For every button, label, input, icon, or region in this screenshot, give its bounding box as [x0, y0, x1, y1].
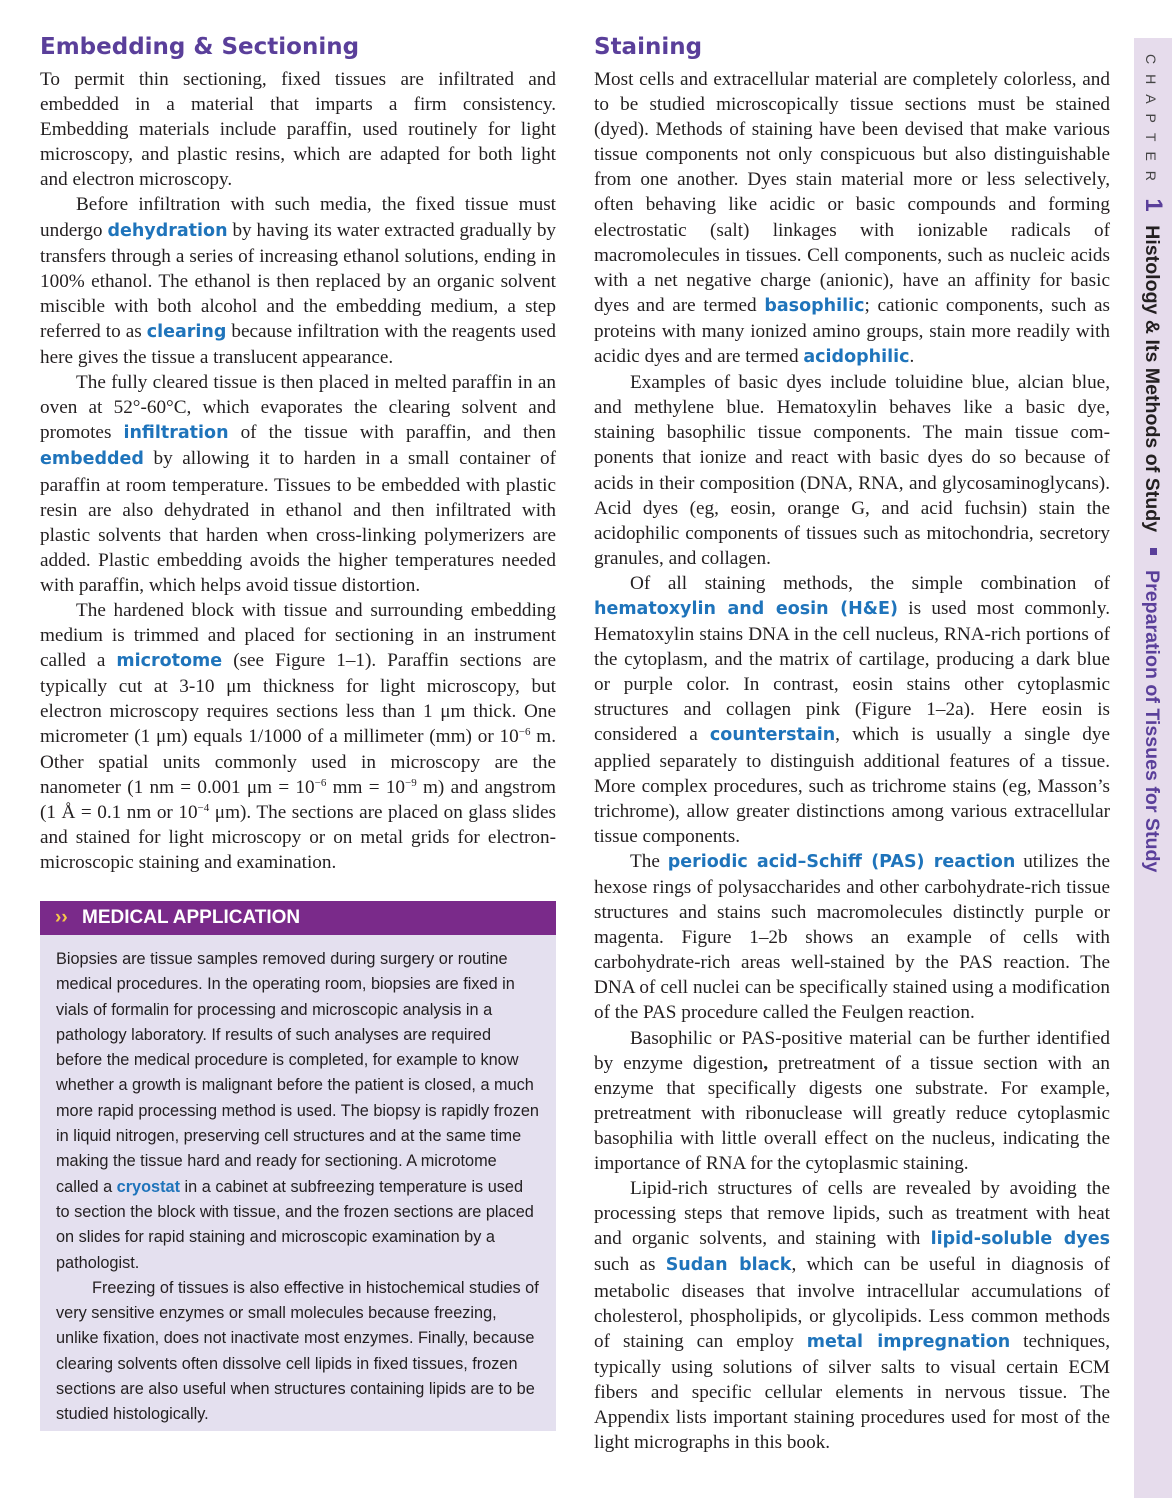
- keyword: Sudan black: [665, 1255, 792, 1276]
- chapter-side-tab: [1134, 38, 1172, 1498]
- chapter-title: Histology & Its Methods of Study: [1141, 225, 1163, 533]
- medical-application-title: MEDICAL APPLICATION: [82, 907, 301, 928]
- keyword: cryostat: [116, 1177, 181, 1196]
- section-heading-embedding: Embedding & Sectioning: [40, 34, 360, 60]
- keyword: counterstain: [709, 725, 836, 746]
- paragraph: Basophilic or PAS-positive material can be further identified by enzyme digestion, pretreatment of a tissue section with an enzyme that specifically digests one substrate. For example, pretreatment with ribonuclease will greatly reduce cytoplasmic basophilia with little overall effect on the nucleus, indicating the importance of RNA for the cytoplasmic staining.: [594, 1027, 1110, 1175]
- chapter-number: 1: [1140, 198, 1167, 212]
- keyword: microtome: [116, 651, 223, 672]
- right-column: [594, 30, 1110, 1455]
- keyword: acidophilic: [803, 347, 910, 368]
- paragraph: Before infiltration with such media, the fixed tissue must undergo dehydration by having its water extracted gradually by transfers through a series of increasing ethanol solutions, ending in 100% ethanol. The ethanol is then replaced by an organic solvent miscible with both alcohol and the embedding medium, a step referred to as clearing because infiltration with the reagents used here gives the tissue a translucent appearance.: [40, 194, 557, 369]
- chapter-running-head: [1134, 54, 1172, 1154]
- keyword: clearing: [146, 321, 227, 342]
- paragraph: Of all staining methods, the simple combination of hematoxylin and eosin (H&E) is used most commonly. Hematoxylin stains DNA in the cell nucleus, RNA-rich portions of the cytoplasm, and the matrix of cartilage, producing a dark blue or purple color. In contrast, eosin stains other cytoplasmic structures and collagen pink (Figure 1–2a). Here eosin is considered a counterstain, which is usually a single dye applied separately to distinguish additional features of a tissue. More complex procedures, such as trichrome stains (eg, Masson’s trichrome), allow greater distinctions among various extracellular tissue components.: [594, 572, 1110, 847]
- paragraph: The hardened block with tissue and surrounding embedding medium is trimmed and placed for sectioning in an instrument called a microtome (see Figure 1–1). Paraffin sections are typically cut at 3-10 μm thickness for light microscopy, but electron microscopy requires sections less than 1 μm thick. One micrometer (1 μm) equals 1/1000 of a millimeter (mm) or $10^{-6}$ m. Other spatial units commonly used in microscopy are the nanometer (1 nm = 0.001 $\mu m = 10^{-6}$ mm = $10^{-9}$ m) and angstrom (1 Å = 0.1 nm or $10^{-4}$ μm). The sections are placed on glass slides and stained for light microscopy or on metal grids for electron-microscopic staining and examination.: [40, 599, 556, 873]
- keyword: periodic acid–Schiff (PAS) reaction: [667, 851, 1016, 872]
- paragraph: To permit thin sectioning, fixed tissues are infiltrated and embedded in a material that imparts a firm consistency. Embedding materials include paraffin, used routinely for light microscopy, and plastic resins, which are adapted for both light and electron microscopy.: [40, 69, 556, 191]
- keyword: embedded: [40, 449, 144, 470]
- keyword: metal impregnation: [806, 1331, 1011, 1352]
- bullet-separator-icon: [1150, 548, 1157, 555]
- paragraph: Biopsies are tissue samples removed during surgery or routine medical procedures. In the operating room, biopsies are fixed in vials of formalin for processing and microscopic analysis in a pathology laboratory. If results of such analyses are required before the medical procedure is completed, for example to know whether a growth is malignant before the patient is closed, a much more rapid processing method is used. The biopsy is rapidly frozen in liquid nitrogen, preserving cell structures and at the same time making the tissue hard and ready for sectioning. A microtome called a cryostat in a cabinet at subfreezing temperature is used to section the block with tissue, and the frozen sections are placed on slides for rapid staining and microscopic examination by a pathologist.: [56, 950, 539, 1272]
- keyword: hematoxylin and eosin (H&E): [594, 598, 899, 619]
- section-heading-staining: Staining: [594, 34, 703, 60]
- medical-application-box: [40, 901, 556, 1431]
- left-column: [40, 30, 556, 875]
- paragraph: Most cells and extracellular material are completely colorless, and to be studied microscopically tissue sections must be stained (dyed). Methods of staining have been devised that make various tissue components not only conspicuous but also distinguishable from one another. Dyes stain material more or less selectively, often behaving like acidic or basic compounds and forming electrostatic (salt) linkages with ionizable radicals of macromolecules in tissues. Cell components, such as nucleic acids with a net negative charge (anionic), have an affinity for basic dyes and are termed basophilic; cationic components, such as proteins with many ionized amino groups, stain more readily with acidic dyes and are termed acidophilic.: [594, 69, 1110, 368]
- bold-comma: ,: [763, 1052, 769, 1074]
- section-title: Preparation of Tissues for Study: [1141, 570, 1163, 873]
- paragraph: The periodic acid–Schiff (PAS) reaction utilizes the hexose rings of polysaccharides and other carbohydrate-rich tissue structures and stains such macromolecules distinctly purple or magenta. Figure 1–2b shows an example of cells with carbohydrate-rich areas well-stained by the PAS reaction. The DNA of cell nuclei can be specifically stained using a modification of the PAS procedure called the Feulgen reaction.: [594, 850, 1110, 1024]
- paragraph: The fully cleared tissue is then placed in melted paraffin in an oven at 52°-60°C, which evaporates the clearing solvent and promotes infiltration of the tissue with paraffin, and then embedded by allowing it to harden in a small container of paraffin at room temperature. Tissues to be embedded with plastic resin are also dehydrated in ethanol and then infiltrated with plastic solvents that harden when cross-linking polymerizers are added. Plastic embedding avoids the higher temperatures needed with paraffin, which helps avoid tissue distortion.: [40, 372, 556, 596]
- paragraph: Freezing of tissues is also effective in histochemical studies of very sensitive enzymes or small molecules because freezing, unlike fixation, does not inactivate most enzymes. Finally, because clearing solvents often dissolve cell lipids in fixed tissues, frozen sections are also useful when structures containing lipids are to be studied histologically.: [56, 1278, 539, 1424]
- keyword: dehydration: [107, 220, 228, 241]
- medical-application-body: [56, 947, 540, 1428]
- medical-application-header: [40, 901, 556, 935]
- chapter-label: CHAPTER: [1143, 54, 1159, 191]
- keyword: basophilic: [764, 295, 865, 316]
- paragraph: Lipid-rich structures of cells are revealed by avoiding the processing steps that remove lipids, such as treatment with heat and organic solvents, and staining with lipid-soluble dyes such as Sudan black, which can be useful in diagnosis of metabolic diseases that involve intracellular accumulations of cholesterol, phospholipids, or glycolipids. Less common methods of staining can employ metal impregnation techniques, typically using solutions of silver salts to visual certain ECM fibers and specific cellular elements in nervous tissue. The Appendix lists important staining procedures used for most of the light micrographs in this book.: [594, 1178, 1111, 1454]
- chevron-right-icon: ››: [55, 907, 68, 928]
- keyword: infiltration: [123, 423, 229, 444]
- paragraph: Examples of basic dyes include toluidine blue, alcian blue, and methylene blue. Hematoxylin behaves like a basic dye, staining basophilic tissue components. The main tissue components that ionize and react with basic dyes do so because of acids in their composition (DNA, RNA, and glycosaminoglycans). Acid dyes (eg, eosin, orange G, and acid fuchsin) stain the acidophilic components of tissues such as mitochondria, secretory granules, and collagen.: [594, 372, 1110, 569]
- keyword: lipid-soluble dyes: [930, 1229, 1111, 1250]
